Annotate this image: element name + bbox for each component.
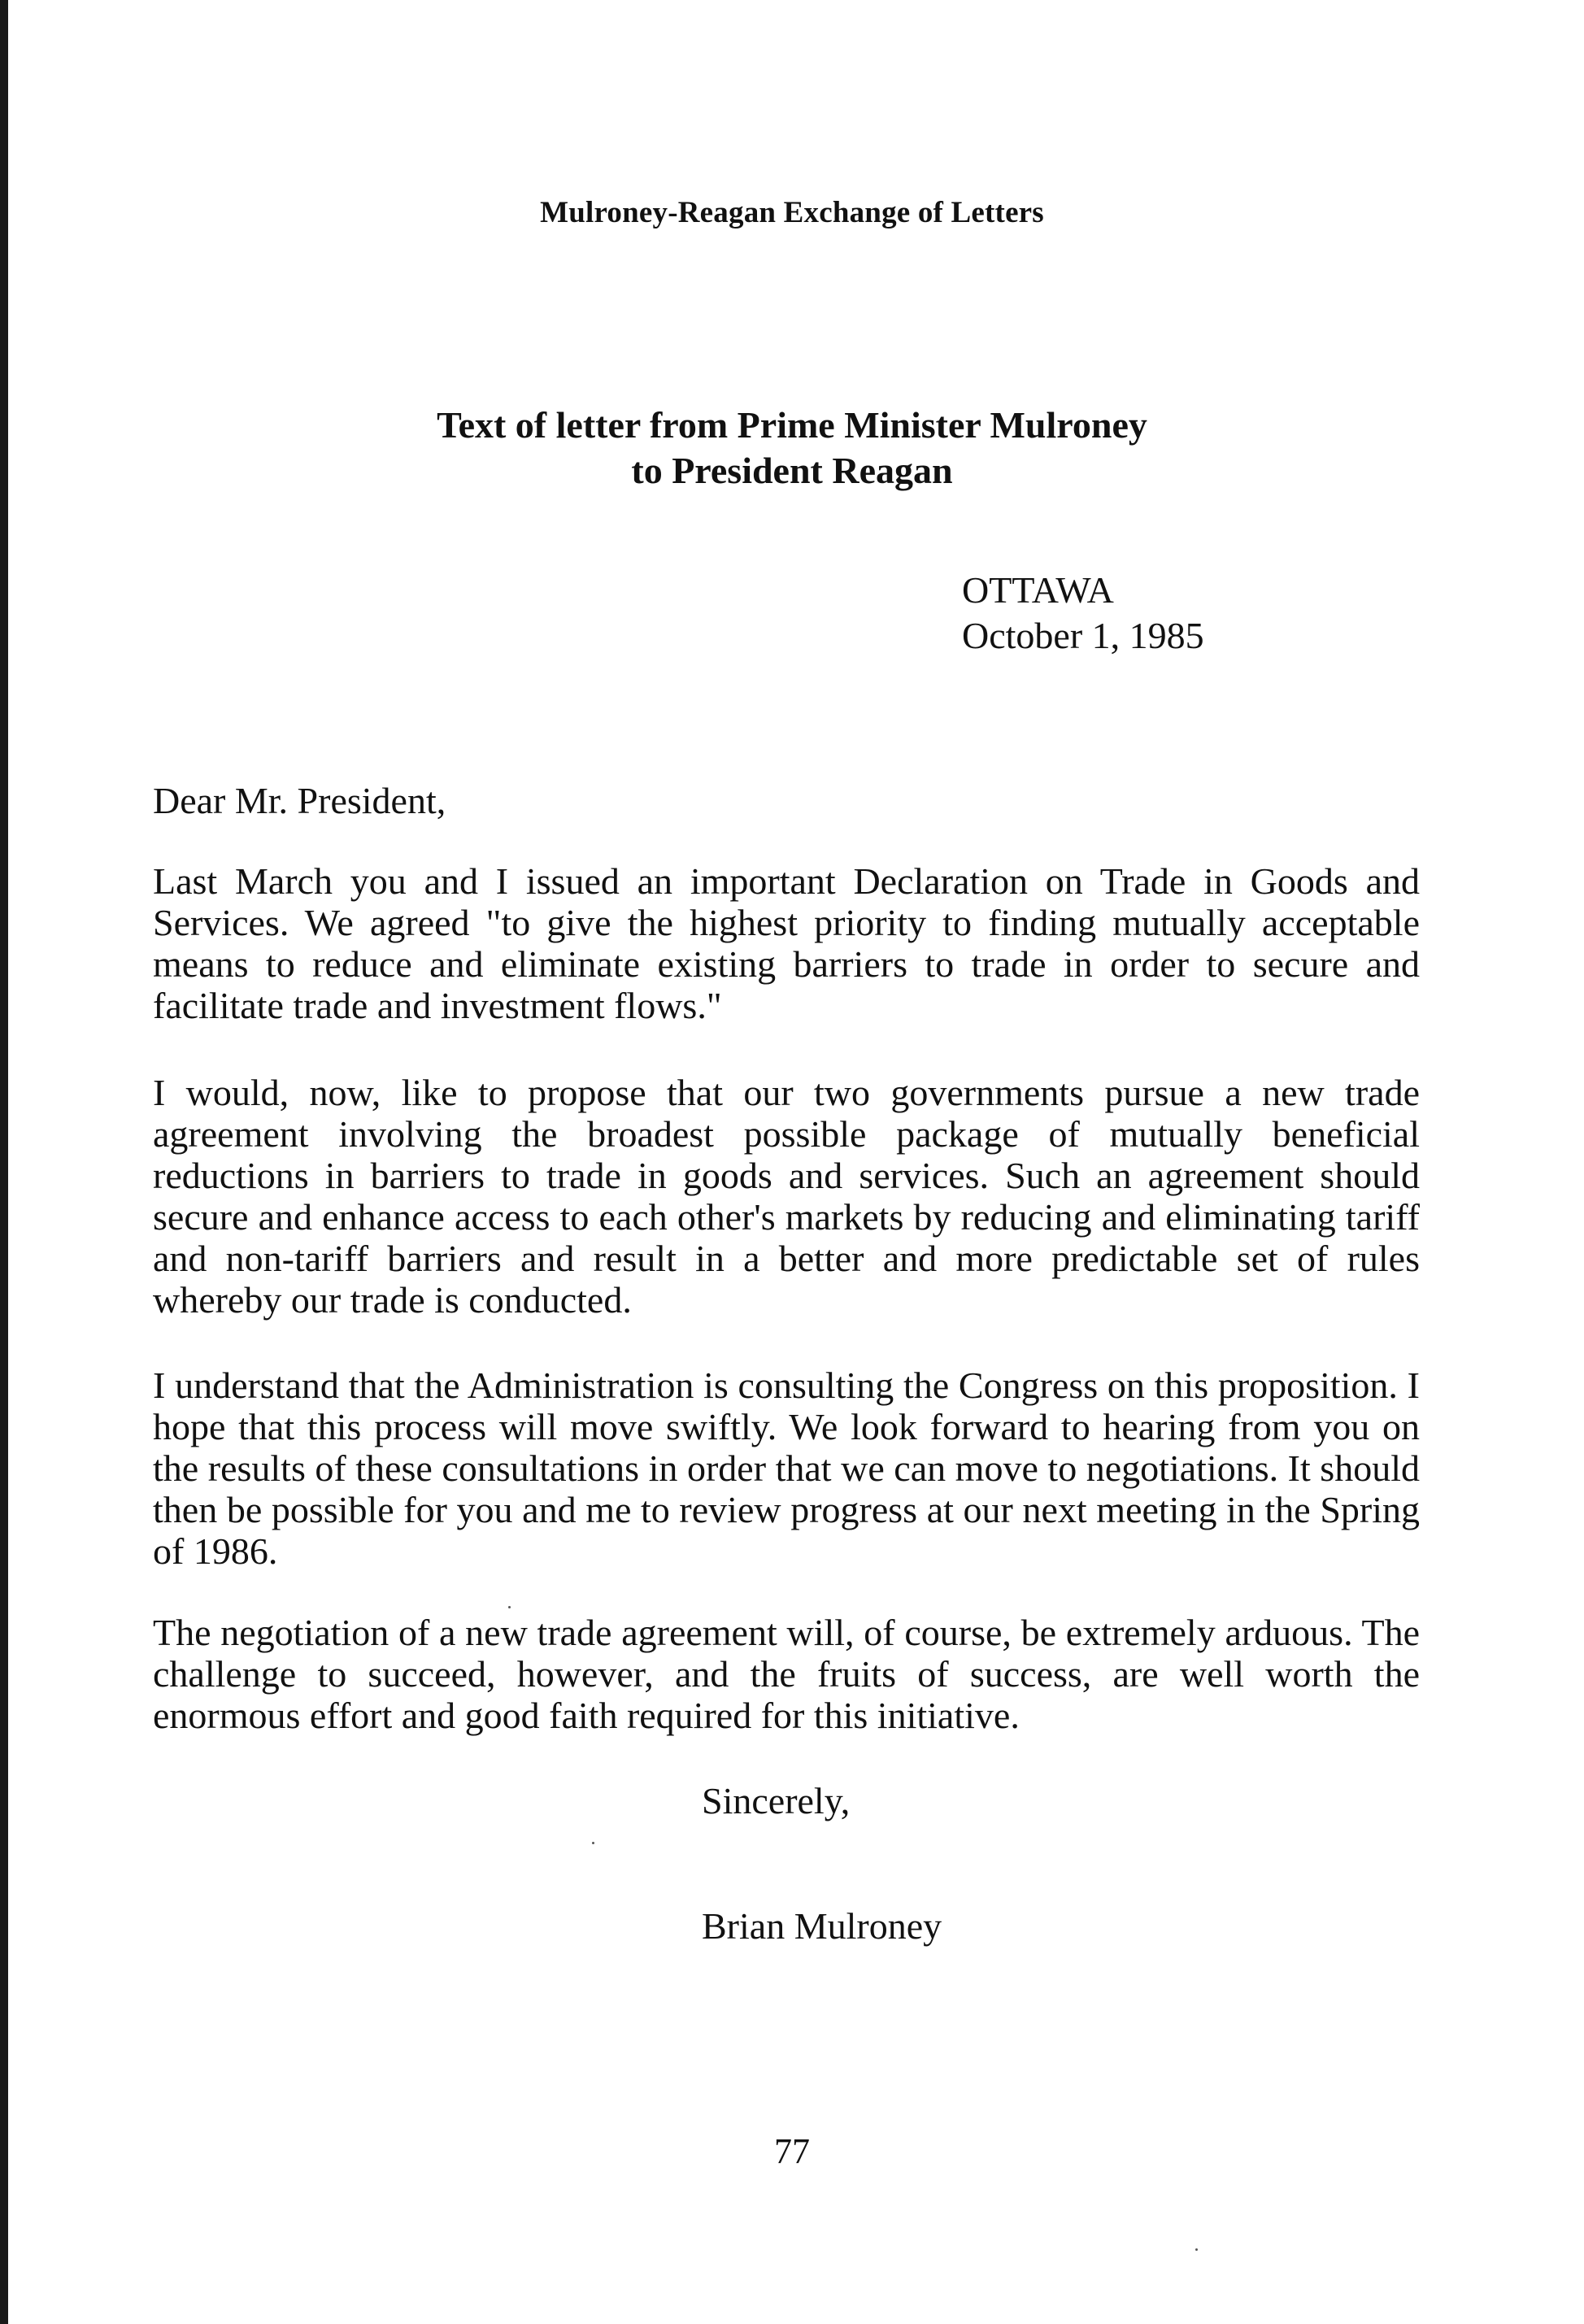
closing: Sincerely, <box>702 1780 851 1821</box>
scan-speck <box>1195 2248 1198 2251</box>
scan-speck <box>592 1842 594 1844</box>
salutation: Dear Mr. President, <box>153 780 446 821</box>
paragraph-4: The negotiation of a new trade agreement will, of course, be extremely arduous. The challenge to succeed, however, and the fruits of success, are well worth the enormous effort and good faith required for this initiative. <box>153 1612 1420 1736</box>
running-head: Mulroney-Reagan Exchange of Letters <box>540 196 1044 229</box>
scan-speck <box>508 1606 511 1608</box>
signature-name: Brian Mulroney <box>702 1905 942 1947</box>
paragraph-1: Last March you and I issued an important Declaration on Trade in Goods and Services. We agreed "to give the highest priority to finding mutually acceptable means to reduce and eliminate existing barriers to trade in order to secure and facilitate trade and investment flows." <box>153 860 1420 1026</box>
place-date-block <box>962 568 1204 659</box>
page-number: 77 <box>774 2131 810 2171</box>
place: OTTAWA <box>962 569 1114 611</box>
title-line-1: Text of letter from Prime Minister Mulroney <box>437 404 1147 446</box>
title-line-2: to President Reagan <box>631 450 953 491</box>
paragraph-3: I understand that the Administration is consulting the Congress on this proposition. I hope that this process will move swiftly. We look forward to hearing from you on the results of these consultations in order that we can move to negotiations. It should then be possible for you and me to review progress at our next meeting in the Spring of 1986. <box>153 1364 1420 1572</box>
letter-title <box>0 403 1584 494</box>
date: October 1, 1985 <box>962 615 1204 656</box>
paragraph-2: I would, now, like to propose that our two governments pursue a new trade agreement involving the broadest possible package of mutually beneficial reductions in barriers to trade in goods and services. Such an agreement should secure and enhance access to each other's markets by reducing and eliminating tariff and non-tariff barriers and result in a better and more predictable set of rules whereby our trade is conducted. <box>153 1072 1420 1321</box>
